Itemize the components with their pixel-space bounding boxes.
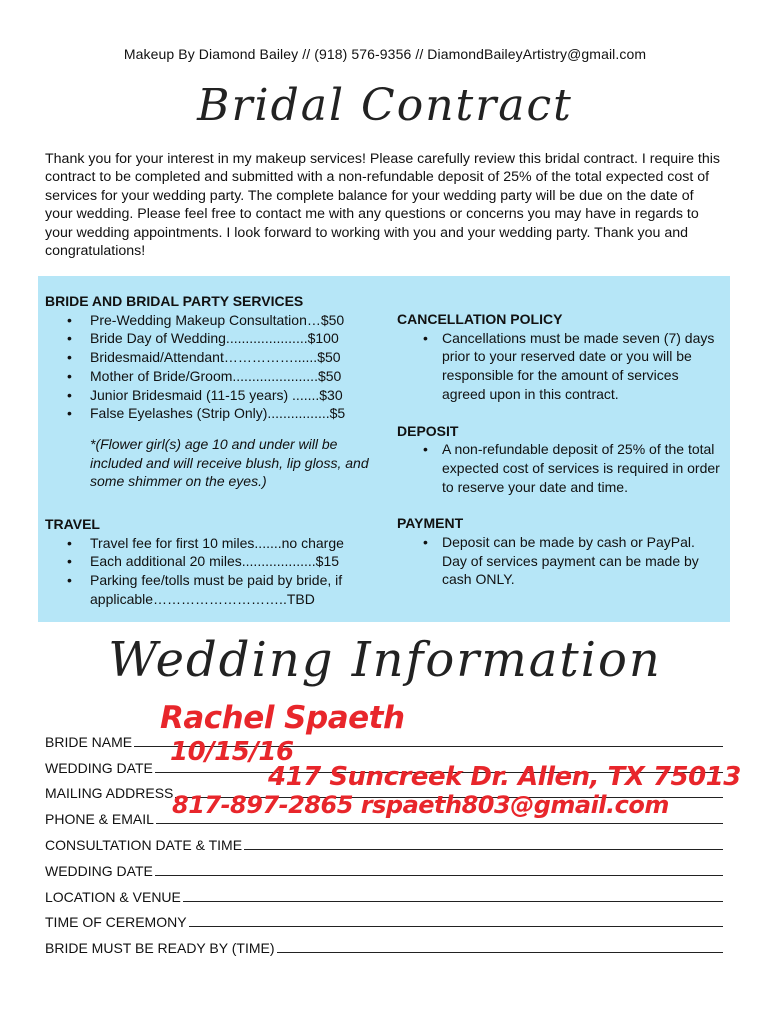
bullet-icon: • — [67, 349, 72, 366]
services-column — [45, 292, 375, 609]
bullet-icon: • — [67, 405, 72, 422]
intro-paragraph: Thank you for your interest in my makeup services! Please carefully review this bridal contract. I require this contract to be completed and submitted with a non-refundable deposit of 25% of the total expected cost of services for your wedding party. The complete balance for your wedding party will be due on the date of your wedding. Please feel free to contact me with any questions or concerns you may have in regards to your wedding appointments. I look forward to working with you and your wedding party. Thank you and congratulations! — [45, 151, 720, 260]
policy-column — [397, 310, 723, 589]
bullet-icon: • — [423, 329, 428, 346]
cancellation-list — [397, 329, 723, 404]
travel-title: TRAVEL — [45, 516, 100, 533]
bridal-contract-title: Bridal Contract — [197, 80, 573, 131]
list-item: • Junior Bridesmaid (11-15 years) .......$30 — [67, 386, 343, 403]
consultation-row — [45, 827, 723, 853]
list-item: • Bridesmaid/Attendant……………......$50 — [67, 349, 341, 366]
list-item: • A non-refundable deposit of 25% of the total expected cost of services is required in order to reserve your date and time. — [423, 441, 720, 495]
list-item: • Deposit can be made by cash or PayPal. Day of services payment can be made by cash ONLY. — [423, 534, 699, 588]
travel-list — [45, 534, 375, 609]
wedding-info-form — [45, 724, 723, 956]
payment-title: PAYMENT — [397, 515, 464, 532]
cancellation-title: CANCELLATION POLICY — [397, 311, 563, 327]
consultation-field[interactable] — [244, 835, 723, 850]
payment-list — [397, 533, 723, 589]
bullet-icon: • — [67, 534, 72, 551]
location-venue-row — [45, 879, 723, 905]
list-item: • Bride Day of Wedding.....................$100 — [67, 330, 339, 347]
mailing-address-label: MAILING ADDRESS — [45, 785, 174, 802]
deposit-title: DEPOSIT — [397, 422, 459, 439]
bullet-icon: • — [67, 386, 72, 403]
bullet-icon: • — [67, 553, 72, 570]
ready-time-field[interactable] — [277, 938, 724, 953]
ready-time-row — [45, 930, 723, 956]
list-item: • Parking fee/tolls must be paid by bride, if applicable………………………..TBD — [67, 572, 343, 607]
ceremony-time-row — [45, 905, 723, 931]
bullet-icon: • — [67, 311, 72, 328]
handwritten-mailing-address: 417 Suncreek Dr. Allen, TX 75013 — [268, 762, 741, 792]
list-item: • False Eyelashes (Strip Only)................$5 — [67, 405, 346, 422]
bullet-icon: • — [67, 367, 72, 384]
handwritten-bride-name: Rachel Spaeth — [160, 700, 405, 736]
services-title: BRIDE AND BRIDAL PARTY SERVICES — [45, 293, 304, 309]
wedding-date-2-row — [45, 853, 723, 879]
list-item: • Mother of Bride/Groom......................$50 — [67, 367, 342, 384]
bullet-icon: • — [423, 441, 428, 458]
ceremony-time-label: TIME OF CEREMONY — [45, 914, 187, 931]
bullet-icon: • — [423, 534, 428, 551]
consultation-label: CONSULTATION DATE & TIME — [45, 836, 243, 853]
wedding-date-2-label: WEDDING DATE — [45, 862, 153, 879]
location-venue-field[interactable] — [183, 887, 723, 902]
bullet-icon: • — [67, 572, 72, 589]
phone-email-label: PHONE & EMAIL — [45, 811, 154, 828]
wedding-date-2-field[interactable] — [155, 861, 723, 876]
wedding-date-label: WEDDING DATE — [45, 759, 153, 776]
flower-girl-note: *(Flower girl(s) age 10 and under will be included and will receive blush, lip gloss, and some shimmer on the eyes.) — [90, 435, 369, 490]
ready-time-label: BRIDE MUST BE READY BY (TIME) — [45, 940, 275, 957]
ceremony-time-field[interactable] — [189, 912, 723, 927]
handwritten-phone-email: 817-897-2865 rspaeth803@gmail.com — [172, 791, 669, 819]
bride-name-label: BRIDE NAME — [45, 733, 133, 750]
deposit-list — [397, 440, 723, 496]
location-venue-label: LOCATION & VENUE — [45, 888, 181, 905]
list-item: • Travel fee for first 10 miles.......no charge — [67, 534, 344, 551]
list-item: • Each additional 20 miles...................$15 — [67, 553, 340, 570]
list-item: • Cancellations must be made seven (7) days prior to your reserved date or you will be responsible for the amount of services agreed upon in this contract. — [423, 329, 715, 402]
list-item: • Pre-Wedding Makeup Consultation…$50 — [67, 311, 345, 328]
services-policy-box — [38, 276, 730, 622]
bullet-icon: • — [67, 330, 72, 347]
handwritten-wedding-date: 10/15/16 — [170, 737, 294, 767]
contact-line: Makeup By Diamond Bailey // (918) 576-9356 // DiamondBaileyArtistry@gmail.com — [123, 46, 647, 62]
wedding-information-title: Wedding Information — [108, 632, 662, 688]
services-list — [45, 311, 375, 423]
